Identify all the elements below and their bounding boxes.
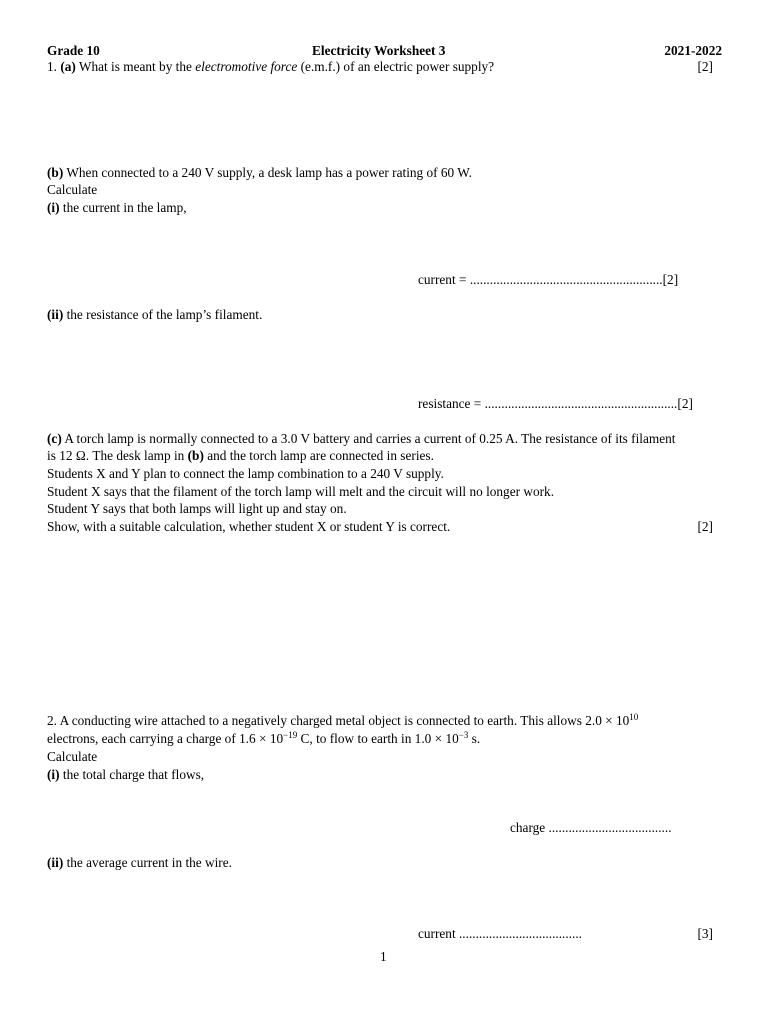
answer-dots: ..................................... xyxy=(548,820,672,835)
answer-label: resistance = xyxy=(418,396,482,411)
worksheet-title: Electricity Worksheet 3 xyxy=(312,43,446,58)
answer-line-charge xyxy=(510,819,672,837)
reference-label: (b) xyxy=(187,448,204,463)
question-1c-line6: Show, with a suitable calculation, whether student X or student Y is correct. xyxy=(47,519,451,534)
answer-label: current xyxy=(418,926,456,941)
marks-1b-i: [2] xyxy=(662,272,679,287)
question-text: and the torch lamp are connected in series. xyxy=(207,448,434,463)
question-number: 1. xyxy=(47,59,57,74)
calculate-label: Calculate xyxy=(47,182,98,197)
marks-2: [3] xyxy=(697,926,713,941)
question-text: the total charge that flows, xyxy=(62,767,205,782)
question-1c-line2 xyxy=(47,447,434,465)
question-text: electrons, each carrying a charge of 1.6 × 10 xyxy=(47,731,284,746)
calculate-label: Calculate xyxy=(47,749,98,764)
question-1c-line4: Student X says that the filament of the torch lamp will melt and the circuit will no longer work. xyxy=(47,484,555,499)
question-1b-ii xyxy=(47,306,262,324)
question-2-line2 xyxy=(47,730,480,748)
question-1b xyxy=(47,164,472,182)
question-2-ii xyxy=(47,854,232,872)
answer-dots: .......................................................... xyxy=(469,272,663,287)
page-number: 1 xyxy=(380,949,387,964)
answer-dots: .......................................................... xyxy=(484,396,678,411)
answer-label: charge xyxy=(510,820,546,835)
emphasized-term: electromotive force xyxy=(195,59,298,74)
subpart-label: (i) xyxy=(47,200,60,215)
exponent: 10 xyxy=(629,712,639,722)
marks-1c: [2] xyxy=(697,519,713,534)
marks-1b-ii: [2] xyxy=(677,396,693,411)
question-1c-line1 xyxy=(47,430,675,448)
question-2-line1 xyxy=(47,712,638,730)
question-text: (e.m.f.) of an electric power supply? xyxy=(300,59,495,74)
question-text: C, to flow to earth in 1.0 × 10 xyxy=(297,731,459,746)
part-label: (a) xyxy=(60,59,76,74)
question-text: What is meant by the xyxy=(78,59,192,74)
question-1c-line5: Student Y says that both lamps will light up and stay on. xyxy=(47,501,347,516)
question-2-i xyxy=(47,766,204,784)
question-text: the current in the lamp, xyxy=(62,200,187,215)
subpart-label: (ii) xyxy=(47,855,64,870)
grade-label: Grade 10 xyxy=(47,43,100,58)
question-text: the average current in the wire. xyxy=(66,855,232,870)
part-label: (b) xyxy=(47,165,64,180)
school-year: 2021-2022 xyxy=(664,43,722,58)
question-1c-line3: Students X and Y plan to connect the lamp combination to a 240 V supply. xyxy=(47,466,444,481)
question-text: 2. A conducting wire attached to a negatively charged metal object is connected to earth. This allows 2.0 × 10 xyxy=(47,713,630,728)
answer-dots: ..................................... xyxy=(458,926,582,941)
exponent: −19 xyxy=(283,730,298,740)
question-1b-i xyxy=(47,199,187,217)
question-text: is 12 Ω. The desk lamp in xyxy=(47,448,185,463)
question-1a xyxy=(47,58,494,76)
answer-line-avg-current xyxy=(418,925,582,943)
answer-line-current xyxy=(418,271,678,289)
answer-label: current = xyxy=(418,272,467,287)
part-label: (c) xyxy=(47,431,62,446)
question-text: A torch lamp is normally connected to a 3.0 V battery and carries a current of 0.25 A. The resistance of its filament xyxy=(64,431,676,446)
question-text: When connected to a 240 V supply, a desk lamp has a power rating of 60 W. xyxy=(66,165,472,180)
question-text: s. xyxy=(468,731,481,746)
exponent: −3 xyxy=(458,730,469,740)
subpart-label: (ii) xyxy=(47,307,64,322)
marks-1a: [2] xyxy=(697,59,713,74)
subpart-label: (i) xyxy=(47,767,60,782)
question-text: the resistance of the lamp’s filament. xyxy=(66,307,263,322)
answer-line-resistance xyxy=(418,395,693,413)
